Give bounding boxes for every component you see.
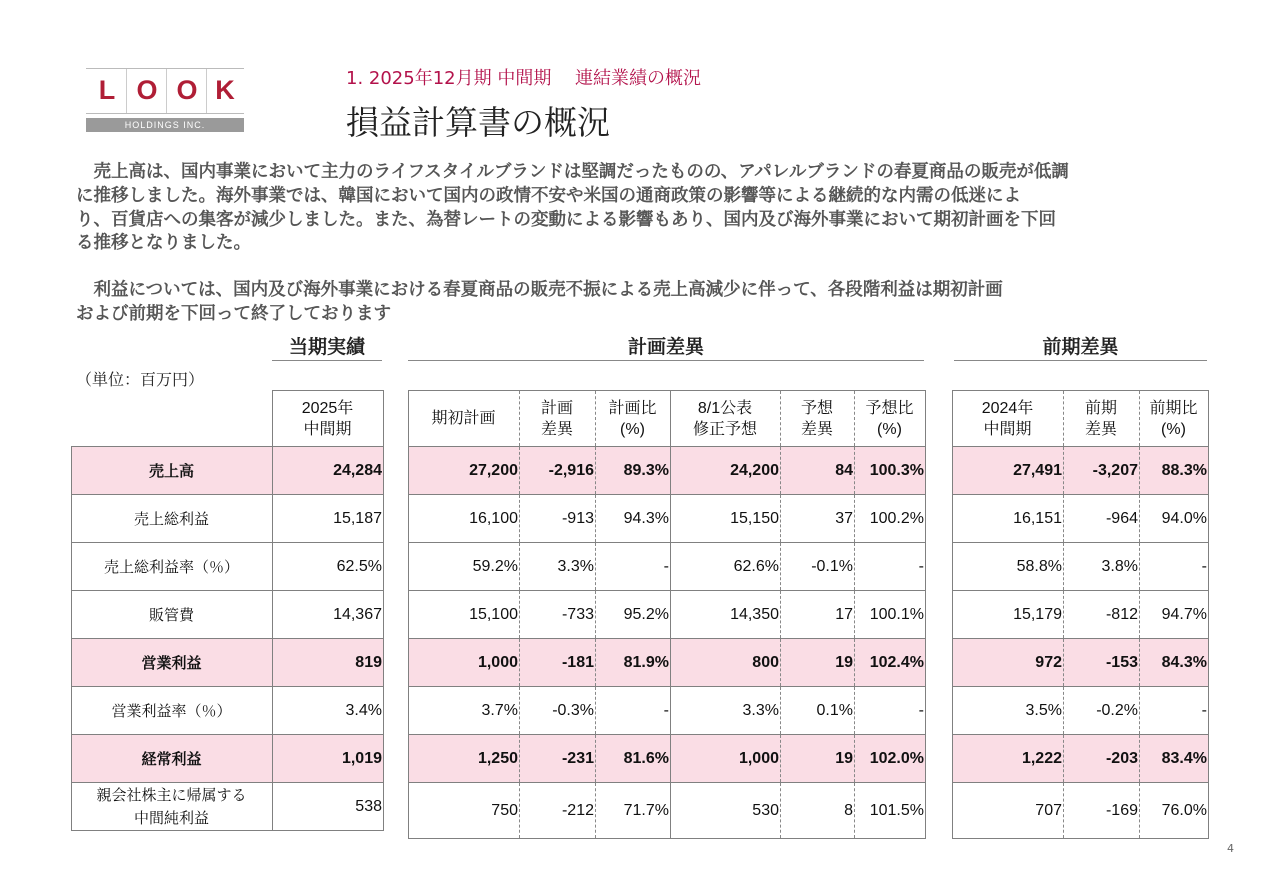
text-line: に推移しました。海外事業では、韓国において国内の政情不安や米国の通商政策の影響等による継続的な内需の低迷によ: [76, 185, 1021, 206]
table-cell: -0.2%: [1064, 687, 1140, 735]
page-title: 損益計算書の概況: [346, 103, 610, 142]
plan-variance-table: [408, 390, 926, 839]
table-cell: -: [596, 687, 671, 735]
table-cell: 27,491: [953, 447, 1064, 495]
header-line: 差異: [540, 420, 573, 438]
unit-label: （単位：百万円）: [76, 370, 205, 389]
table-cell: 62.6%: [671, 543, 781, 591]
table-cell: 100.2%: [855, 495, 926, 543]
table-cell: 3.4%: [273, 687, 384, 735]
group-heading-plan: 計画差異: [408, 336, 924, 361]
table-row: [409, 447, 926, 495]
table-cell: 800: [671, 639, 781, 687]
table-cell: 81.6%: [596, 735, 671, 783]
table-cell: 0.1%: [781, 687, 855, 735]
table-cell: -: [855, 687, 926, 735]
table-cell: 27,200: [409, 447, 520, 495]
col-header-plan-diff: [520, 391, 596, 447]
table-cell: 102.0%: [855, 735, 926, 783]
table-cell: 1,019: [273, 735, 384, 783]
row-label: 営業利益: [72, 639, 273, 687]
table-cell: 94.3%: [596, 495, 671, 543]
header-line: 前期比: [1149, 399, 1198, 417]
table-cell: 37: [781, 495, 855, 543]
header-line: 修正予想: [692, 420, 757, 438]
table-cell: 14,350: [671, 591, 781, 639]
table-row: [409, 543, 926, 591]
table-cell: 83.4%: [1140, 735, 1209, 783]
table-cell: 24,200: [671, 447, 781, 495]
header-line: (%): [1161, 420, 1186, 438]
table-row: [953, 543, 1209, 591]
table-cell: 15,187: [273, 495, 384, 543]
section-heading: 1. 2025年12月期 中間期 連結業績の概況: [346, 68, 702, 89]
current-table: [71, 390, 384, 831]
table-cell: -212: [520, 783, 596, 839]
table-cell: 81.9%: [596, 639, 671, 687]
table-row: [409, 639, 926, 687]
table-header-row: [409, 391, 926, 447]
logo-letter: O: [136, 75, 158, 105]
table-cell: -0.1%: [781, 543, 855, 591]
col-header-plan-ratio: [596, 391, 671, 447]
col-header-prior-ratio: [1140, 391, 1209, 447]
table-header-row: [953, 391, 1209, 447]
table-cell: -3,207: [1064, 447, 1140, 495]
table-cell: -: [1140, 543, 1209, 591]
table-row: [953, 687, 1209, 735]
header-line: 計画: [540, 399, 573, 417]
summary-paragraph-sales: [76, 161, 1206, 256]
header-line: 予想比: [865, 399, 914, 417]
header-line: (%): [877, 420, 902, 438]
table-cell: 101.5%: [855, 783, 926, 839]
logo-subtitle: HOLDINGS INC.: [86, 118, 244, 132]
table-cell: -812: [1064, 591, 1140, 639]
row-label: 売上総利益: [72, 495, 273, 543]
col-header-revised-forecast: [671, 391, 781, 447]
text-line: り、百貨店への集客が減少しました。また、為替レートの変動による影響もあり、国内及び海外事業において期初計画を下回: [76, 209, 1056, 230]
table-row: [409, 591, 926, 639]
row-operating-margin: [72, 687, 384, 735]
text-line: る推移となりました。: [76, 233, 251, 254]
table-cell: 15,100: [409, 591, 520, 639]
table-row: [953, 591, 1209, 639]
logo-letter: L: [98, 75, 116, 105]
row-gross-margin: [72, 543, 384, 591]
table-cell: 3.7%: [409, 687, 520, 735]
table-cell: 88.3%: [1140, 447, 1209, 495]
table-cell: -153: [1064, 639, 1140, 687]
table-cell: 94.7%: [1140, 591, 1209, 639]
header-line: 期初計画: [431, 410, 496, 427]
table-cell: 14,367: [273, 591, 384, 639]
col-header-prior-diff: [1064, 391, 1140, 447]
table-cell: 707: [953, 783, 1064, 839]
col-header-2025-interim: [273, 391, 384, 447]
table-cell: 15,150: [671, 495, 781, 543]
header-line: 中間期: [983, 420, 1032, 438]
table-cell: 59.2%: [409, 543, 520, 591]
table-cell: 17: [781, 591, 855, 639]
row-label: 売上高: [72, 447, 273, 495]
table-cell: 100.1%: [855, 591, 926, 639]
table-cell: -181: [520, 639, 596, 687]
table-cell: 100.3%: [855, 447, 926, 495]
table-cell: -964: [1064, 495, 1140, 543]
row-label: 営業利益率（％）: [72, 687, 273, 735]
table-cell: 19: [781, 735, 855, 783]
table-cell: 972: [953, 639, 1064, 687]
header-line: 予想: [800, 399, 833, 417]
table-cell: 530: [671, 783, 781, 839]
col-header-2024-interim: [953, 391, 1064, 447]
table-cell: 19: [781, 639, 855, 687]
table-cell: 94.0%: [1140, 495, 1209, 543]
logo-wordmark: [86, 68, 244, 114]
table-cell: 1,000: [409, 639, 520, 687]
header-line: 差異: [800, 420, 833, 438]
table-cell: 102.4%: [855, 639, 926, 687]
table-cell: 3.3%: [671, 687, 781, 735]
header-spacer: [72, 391, 273, 447]
prior-variance-table: [952, 390, 1209, 839]
table-cell: 62.5%: [273, 543, 384, 591]
table-cell: -: [1140, 687, 1209, 735]
table-row: [409, 495, 926, 543]
label-line: 親会社株主に帰属する: [96, 785, 247, 804]
table-cell: 15,179: [953, 591, 1064, 639]
company-logo: [86, 68, 244, 134]
col-header-forecast-diff: [781, 391, 855, 447]
row-label: 経常利益: [72, 735, 273, 783]
table-cell: 95.2%: [596, 591, 671, 639]
table-cell: -: [596, 543, 671, 591]
row-net-income: [72, 783, 384, 831]
label-line: 中間純利益: [133, 808, 209, 827]
text-line: 利益については、国内及び海外事業における春夏商品の販売不振による売上高減少に伴って、各段階利益は期初計画: [76, 280, 1003, 300]
text-line: および前期を下回って終了しております: [76, 303, 391, 324]
table-cell: 3.5%: [953, 687, 1064, 735]
header-line: 2025年: [301, 399, 354, 417]
header-line: 前期: [1084, 399, 1117, 417]
header-line: 2024年: [981, 399, 1034, 417]
table-cell: 16,151: [953, 495, 1064, 543]
table-row: [409, 687, 926, 735]
row-ordinary-profit: [72, 735, 384, 783]
header-line: 差異: [1084, 420, 1117, 438]
col-header-initial-plan: [409, 391, 520, 447]
table-cell: 89.3%: [596, 447, 671, 495]
table-row: [953, 495, 1209, 543]
table-cell: 1,222: [953, 735, 1064, 783]
table-cell: -733: [520, 591, 596, 639]
table-cell: 1,000: [671, 735, 781, 783]
header-line: (%): [620, 420, 645, 438]
row-sga: [72, 591, 384, 639]
row-label: [72, 783, 273, 831]
table-row: [409, 735, 926, 783]
table-row: [953, 447, 1209, 495]
col-header-forecast-ratio: [855, 391, 926, 447]
page-number: 4: [1227, 842, 1234, 855]
row-label: 売上総利益率（％）: [72, 543, 273, 591]
table-cell: -169: [1064, 783, 1140, 839]
logo-letter: O: [176, 75, 198, 105]
table-cell: 3.8%: [1064, 543, 1140, 591]
summary-paragraph-profit: [76, 279, 1206, 327]
table-cell: 58.8%: [953, 543, 1064, 591]
row-gross-profit: [72, 495, 384, 543]
table-header-row: [72, 391, 384, 447]
text-line: 売上高は、国内事業において主力のライフスタイルブランドは堅調だったものの、アパレルブランドの春夏商品の販売が低調: [76, 162, 1069, 182]
table-cell: -0.3%: [520, 687, 596, 735]
group-heading-prior: 前期差異: [954, 336, 1207, 361]
row-label: 販管費: [72, 591, 273, 639]
header-line: 中間期: [303, 420, 352, 438]
table-row: [953, 783, 1209, 839]
row-net-sales: [72, 447, 384, 495]
group-heading-current: 当期実績: [272, 336, 382, 361]
table-row: [953, 735, 1209, 783]
table-cell: 24,284: [273, 447, 384, 495]
header-line: 計画比: [608, 399, 657, 417]
logo-letter: K: [215, 75, 235, 105]
table-cell: 76.0%: [1140, 783, 1209, 839]
table-cell: -: [855, 543, 926, 591]
table-row: [409, 783, 926, 839]
table-cell: 8: [781, 783, 855, 839]
table-cell: 538: [273, 783, 384, 831]
header-line: 8/1公表: [697, 399, 753, 417]
table-cell: 71.7%: [596, 783, 671, 839]
table-cell: 750: [409, 783, 520, 839]
table-cell: 1,250: [409, 735, 520, 783]
table-cell: -231: [520, 735, 596, 783]
table-cell: 16,100: [409, 495, 520, 543]
table-cell: -913: [520, 495, 596, 543]
table-cell: 84.3%: [1140, 639, 1209, 687]
table-cell: 3.3%: [520, 543, 596, 591]
table-cell: 84: [781, 447, 855, 495]
table-row: [953, 639, 1209, 687]
table-cell: 819: [273, 639, 384, 687]
table-cell: -2,916: [520, 447, 596, 495]
row-operating-profit: [72, 639, 384, 687]
table-cell: -203: [1064, 735, 1140, 783]
